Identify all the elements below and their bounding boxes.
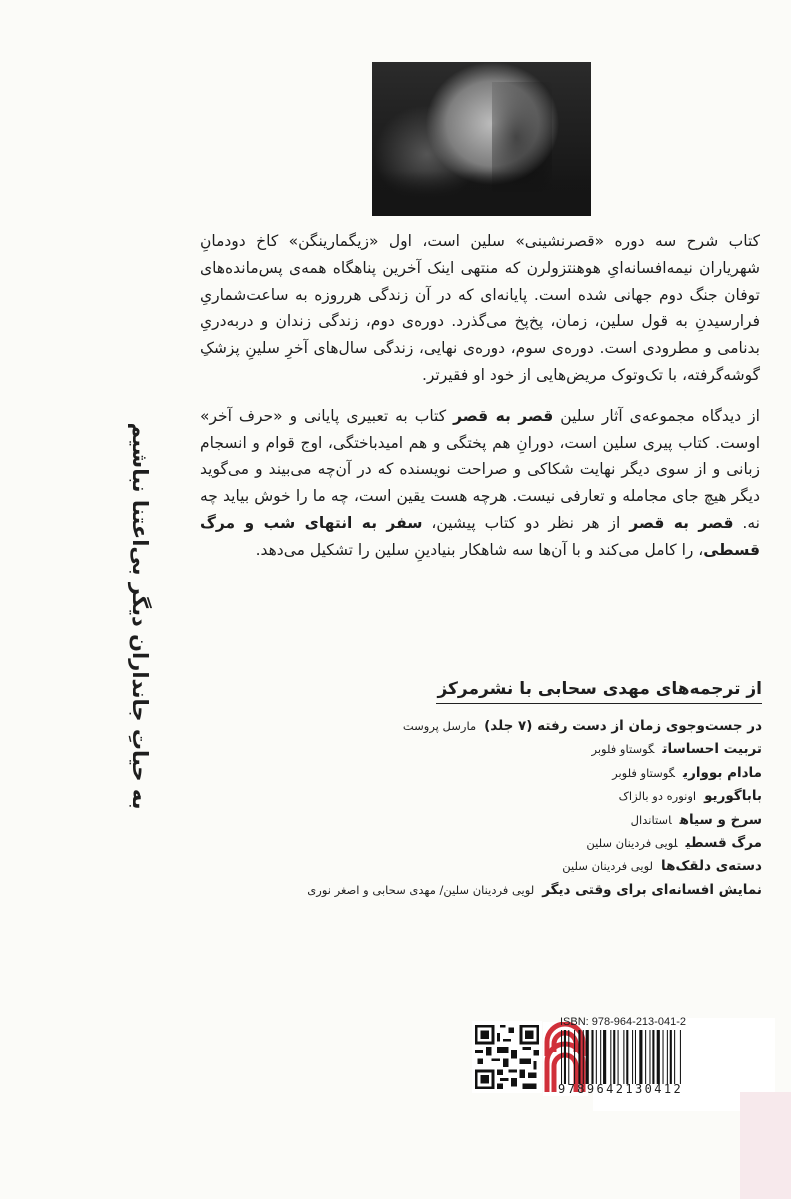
book-title: تربیت احساسات <box>662 741 762 758</box>
book-title: سرخ و سیاه <box>679 811 762 828</box>
author-photo <box>372 62 591 216</box>
book-author: اونوره دو بالزاک <box>618 789 697 804</box>
description-paragraph-2 <box>200 403 760 564</box>
list-item <box>200 783 762 806</box>
book-author: مارسل پروست <box>402 719 477 733</box>
list-item <box>200 830 762 853</box>
list-item <box>200 807 762 830</box>
list-item <box>200 853 762 876</box>
book-author: لویی فردینان سلین <box>586 835 678 850</box>
book-title: مادام بوواری <box>683 764 762 781</box>
isbn-label: ISBN: 978-964-213-041-2 <box>560 1016 686 1028</box>
book-title: باباگوریو <box>704 788 762 805</box>
description-bold-title: سفر به انتهای شب و مرگ قسطی <box>200 513 760 559</box>
description-bold-title: قصر به قصر <box>453 406 554 425</box>
description-paragraph-1: کتاب شرح سه دوره «قصرنشینی» سلین است، اول «زیگمارینگن» کاخ دودمانِ شهریاران نیمه‌افسانه‌ایِ هوهنتزولرن که منتهی اینک آخرین پناهگاه همه‌ی پس‌مانده‌های توفان جنگ دوم جهانی شده است. پایانه‌ای که در آن زندگی هرروزه به ساعت‌شماریِ فرارسیدنِ به قول سلین، زمان، پخ‌پخ می‌گذرد. دوره‌ی دوم، زندگی زندان و دربه‌دریِ بدنامی و مطرودی است. دوره‌ی سوم، دوره‌ی نهایی، زندگی سال‌های آخرِ سلینِ پزشکِ گوشه‌گرفته، با تک‌وتوک مریض‌هایی از خود او فقیرتر. <box>200 232 760 384</box>
list-item <box>200 760 762 783</box>
description-text: ، را کامل می‌کند و با آن‌ها سه شاهکار بنیادینِ سلین را تشکیل می‌دهد. <box>255 540 704 559</box>
book-author: گوستاو فلوبر <box>591 742 655 757</box>
book-title: در جست‌وجوی زمان از دست رفته (۷ جلد) <box>484 718 762 734</box>
list-item <box>200 877 762 900</box>
translations-heading: از ترجمه‌های مهدی سحابی با نشرمرکز <box>436 679 762 704</box>
barcode-digits: 9789642130412 <box>558 1082 684 1096</box>
description-bold-title: قصر به قصر <box>629 513 734 532</box>
description-text: از دیدگاه مجموعه‌ی آثار سلین <box>553 406 760 425</box>
book-author: گوستاو فلوبر <box>612 765 676 780</box>
translations-list <box>200 713 762 900</box>
barcode-icon <box>559 1030 735 1084</box>
book-title: نمایش افسانه‌ای برای وقتی دیگر <box>542 881 762 898</box>
book-author: لویی فردینان سلین <box>562 859 654 874</box>
qr-code-icon <box>472 1021 542 1093</box>
author-photo-coat <box>372 171 591 216</box>
book-description <box>200 228 760 564</box>
description-text: از هر نظر دو کتاب پیشین، <box>422 513 630 532</box>
book-author: استاندال <box>630 812 672 827</box>
description-text: کتاب به تعبیری پایانی و «حرف آخر» اوست. کتاب پیری سلین است، دورانِ هم پختگی و هم امیدباختگی، اوج قوام و انسجام زبانی و از سوی دیگر نهایت شکاکی و صراحت نویسنده که در آن‌چه می‌بیند و می‌گوید دیگر هیچ جای مجامله و تعارفی نیست. هرچه هست یقین است، چه ما را خوش بیاید چه نه. <box>200 406 760 532</box>
list-item <box>200 713 762 736</box>
book-title: مرگ قسطی <box>685 834 762 851</box>
list-item <box>200 736 762 759</box>
book-author: لویی فردینان سلین/ مهدی سحابی و اصغر نوری <box>307 882 535 897</box>
price-sticker <box>740 1092 791 1199</box>
spine-slogan: به حیاتِ جانداران دیگر بی‌اعتنا نباشیم <box>128 422 152 810</box>
book-title: دسته‌ی دلقک‌ها <box>661 858 762 875</box>
